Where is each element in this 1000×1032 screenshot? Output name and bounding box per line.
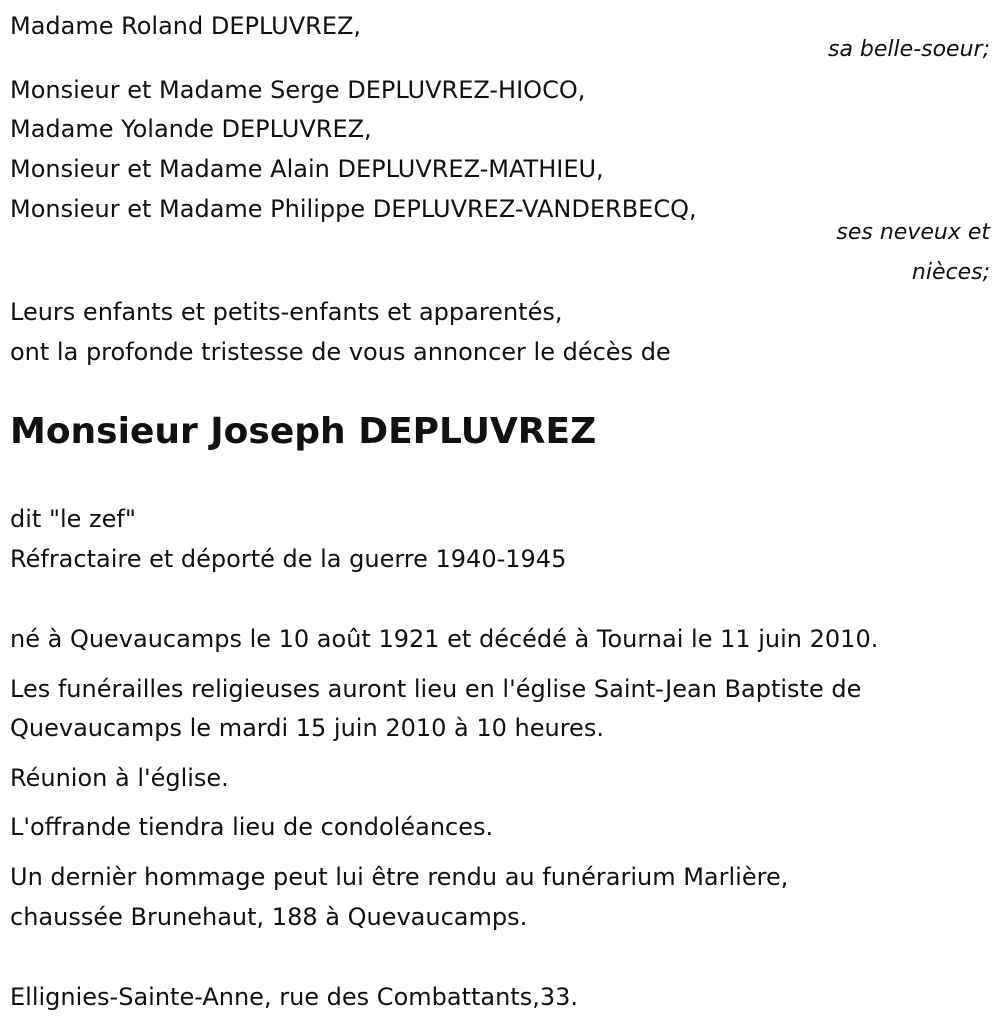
announcement-text: ont la profonde tristesse de vous annoncer le décès de <box>10 338 671 366</box>
nephews-relation-line2: nièces; <box>911 260 990 285</box>
sister-in-law-name: Madame Roland DEPLUVREZ, <box>10 12 362 40</box>
homage-info-line2: chaussée Brunehaut, 188 à Quevaucamps. <box>10 903 528 931</box>
sister-in-law-relation: sa belle-soeur; <box>828 37 990 62</box>
deceased-name: Monsieur Joseph DEPLUVREZ <box>10 411 597 452</box>
nephews-relation-line1: ses neveux et <box>836 220 990 245</box>
meeting-info: Réunion à l'église. <box>10 764 229 792</box>
nephew-line: Monsieur et Madame Serge DEPLUVREZ-HIOCO, <box>10 76 586 104</box>
nephew-line: Monsieur et Madame Alain DEPLUVREZ-MATHIEU, <box>10 155 604 183</box>
homage-info-line1: Un dernièr hommage peut lui être rendu au funérarium Marlière, <box>10 863 789 891</box>
nephew-line: Madame Yolande DEPLUVREZ, <box>10 115 372 143</box>
offering-info: L'offrande tiendra lieu de condoléances. <box>10 813 494 841</box>
funeral-info-line2: Quevaucamps le mardi 15 juin 2010 à 10 heures. <box>10 714 604 742</box>
nephew-line: Monsieur et Madame Philippe DEPLUVREZ-VANDERBECQ, <box>10 195 697 223</box>
funeral-info-line1: Les funérailles religieuses auront lieu en l'église Saint-Jean Baptiste de <box>10 675 862 703</box>
deceased-description: Réfractaire et déporté de la guerre 1940-1945 <box>10 545 567 573</box>
birth-death-info: né à Quevaucamps le 10 août 1921 et décédé à Tournai le 11 juin 2010. <box>10 625 879 653</box>
deceased-nickname: dit "le zef" <box>10 505 136 533</box>
other-relatives: Leurs enfants et petits-enfants et apparentés, <box>10 298 563 326</box>
family-address: Ellignies-Sainte-Anne, rue des Combattants,33. <box>10 983 579 1011</box>
